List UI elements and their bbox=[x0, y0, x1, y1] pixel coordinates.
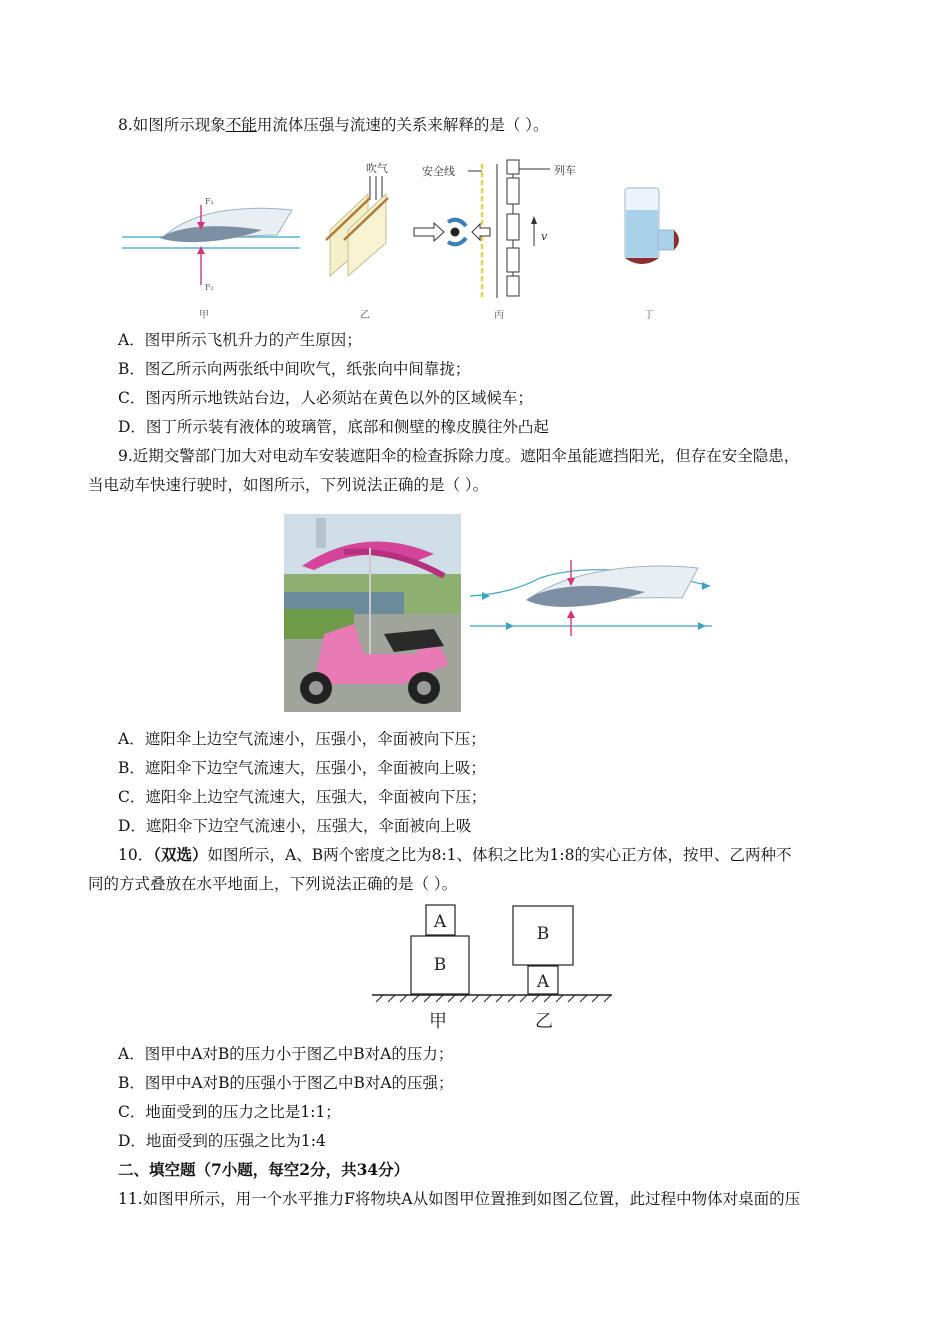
jia-top-cube-a: A bbox=[433, 912, 447, 932]
yi-top-cube-b: B bbox=[536, 924, 550, 944]
q9-option-c: C．遮阳伞上边空气流速大，压强大，伞面被向下压； bbox=[118, 788, 487, 806]
q8-caption-yi: 乙 bbox=[360, 310, 370, 321]
q10-option-b: B．图甲中A对B的压强小于图乙中B对A的压强； bbox=[118, 1074, 454, 1092]
q10-option-c: C．地面受到的压力之比是1:1； bbox=[118, 1103, 341, 1121]
q9-stem-line1: 9.近期交警部门加大对电动车安装遮阳伞的检查拆除力度。遮阳伞虽能遮挡阳光，但存在安全隐患， bbox=[118, 447, 800, 465]
q8-figure-jia bbox=[122, 190, 307, 300]
q8-option-a: A．图甲所示飞机升力的产生原因； bbox=[118, 331, 362, 349]
q8-option-b: B．图乙所示向两张纸中间吹气，纸张向中间靠拢； bbox=[118, 360, 471, 378]
v-label: v bbox=[541, 230, 548, 243]
q8-caption-jia: 甲 bbox=[199, 310, 209, 321]
q8-caption-bing: 丙 bbox=[494, 310, 504, 321]
q10-stem-line1: 10．（双选）如图所示，A、B两个密度之比为8:1、体积之比为1:8的实心正方体，按甲、乙两种不 bbox=[118, 845, 792, 864]
q8-figure-bing bbox=[408, 156, 598, 302]
q8-caption-ding: 丁 bbox=[644, 310, 654, 321]
q8-figure-ding bbox=[618, 184, 686, 274]
q9-airfoil-diagram bbox=[470, 556, 716, 638]
q9-option-b: B．遮阳伞下边空气流速大，压强小，伞面被向上吸； bbox=[118, 759, 486, 777]
section-title: 二、填空题（7小题，每空2分，共34分） bbox=[118, 1160, 410, 1179]
q9-stem-line2: 当电动车快速行驶时，如图所示，下列说法正确的是（ ）。 bbox=[88, 476, 489, 494]
q8-figure-yi bbox=[318, 158, 398, 280]
blow-label: 吹气 bbox=[366, 162, 388, 175]
q8-option-d: D．图丁所示装有液体的玻璃管，底部和侧壁的橡皮膜往外凸起 bbox=[118, 418, 549, 436]
q10-stem-line2: 同的方式叠放在水平地面上，下列说法正确的是（ ）。 bbox=[88, 875, 458, 893]
q8-stem: 8.如图所示现象不能用流体压强与流速的关系来解释的是（ ）。 bbox=[118, 116, 549, 134]
jia-bottom-cube-b: B bbox=[433, 955, 447, 975]
q10-caption-yi: 乙 bbox=[535, 1011, 553, 1032]
q11-stem-line1: 11.如图甲所示，用一个水平推力F将物块A从如图甲位置推到如图乙位置，此过程中物体对桌面的压 bbox=[118, 1190, 801, 1208]
q10-option-a: A．图甲中A对B的压力小于图乙中B对A的压力； bbox=[118, 1045, 454, 1063]
train-label: 列车 bbox=[554, 164, 576, 177]
yi-bottom-cube-a: A bbox=[536, 972, 550, 992]
f2-label: F₂ bbox=[205, 283, 214, 292]
q8-option-c: C．图丙所示地铁站台边，人必须站在黄色以外的区域候车； bbox=[118, 389, 533, 407]
q9-option-d: D．遮阳伞下边空气流速小，压强大，伞面被向上吸 bbox=[118, 817, 472, 835]
safety-line-label: 安全线 bbox=[422, 165, 455, 178]
q10-option-d: D．地面受到的压强之比为1:4 bbox=[118, 1132, 326, 1150]
q10-caption-jia: 甲 bbox=[429, 1011, 447, 1032]
f1-label: F₁ bbox=[205, 197, 214, 206]
q9-scooter-photo bbox=[284, 514, 461, 712]
q9-option-a: A．遮阳伞上边空气流速小，压强小，伞面被向下压； bbox=[118, 730, 486, 748]
q10-cubes-figure bbox=[368, 900, 616, 1034]
